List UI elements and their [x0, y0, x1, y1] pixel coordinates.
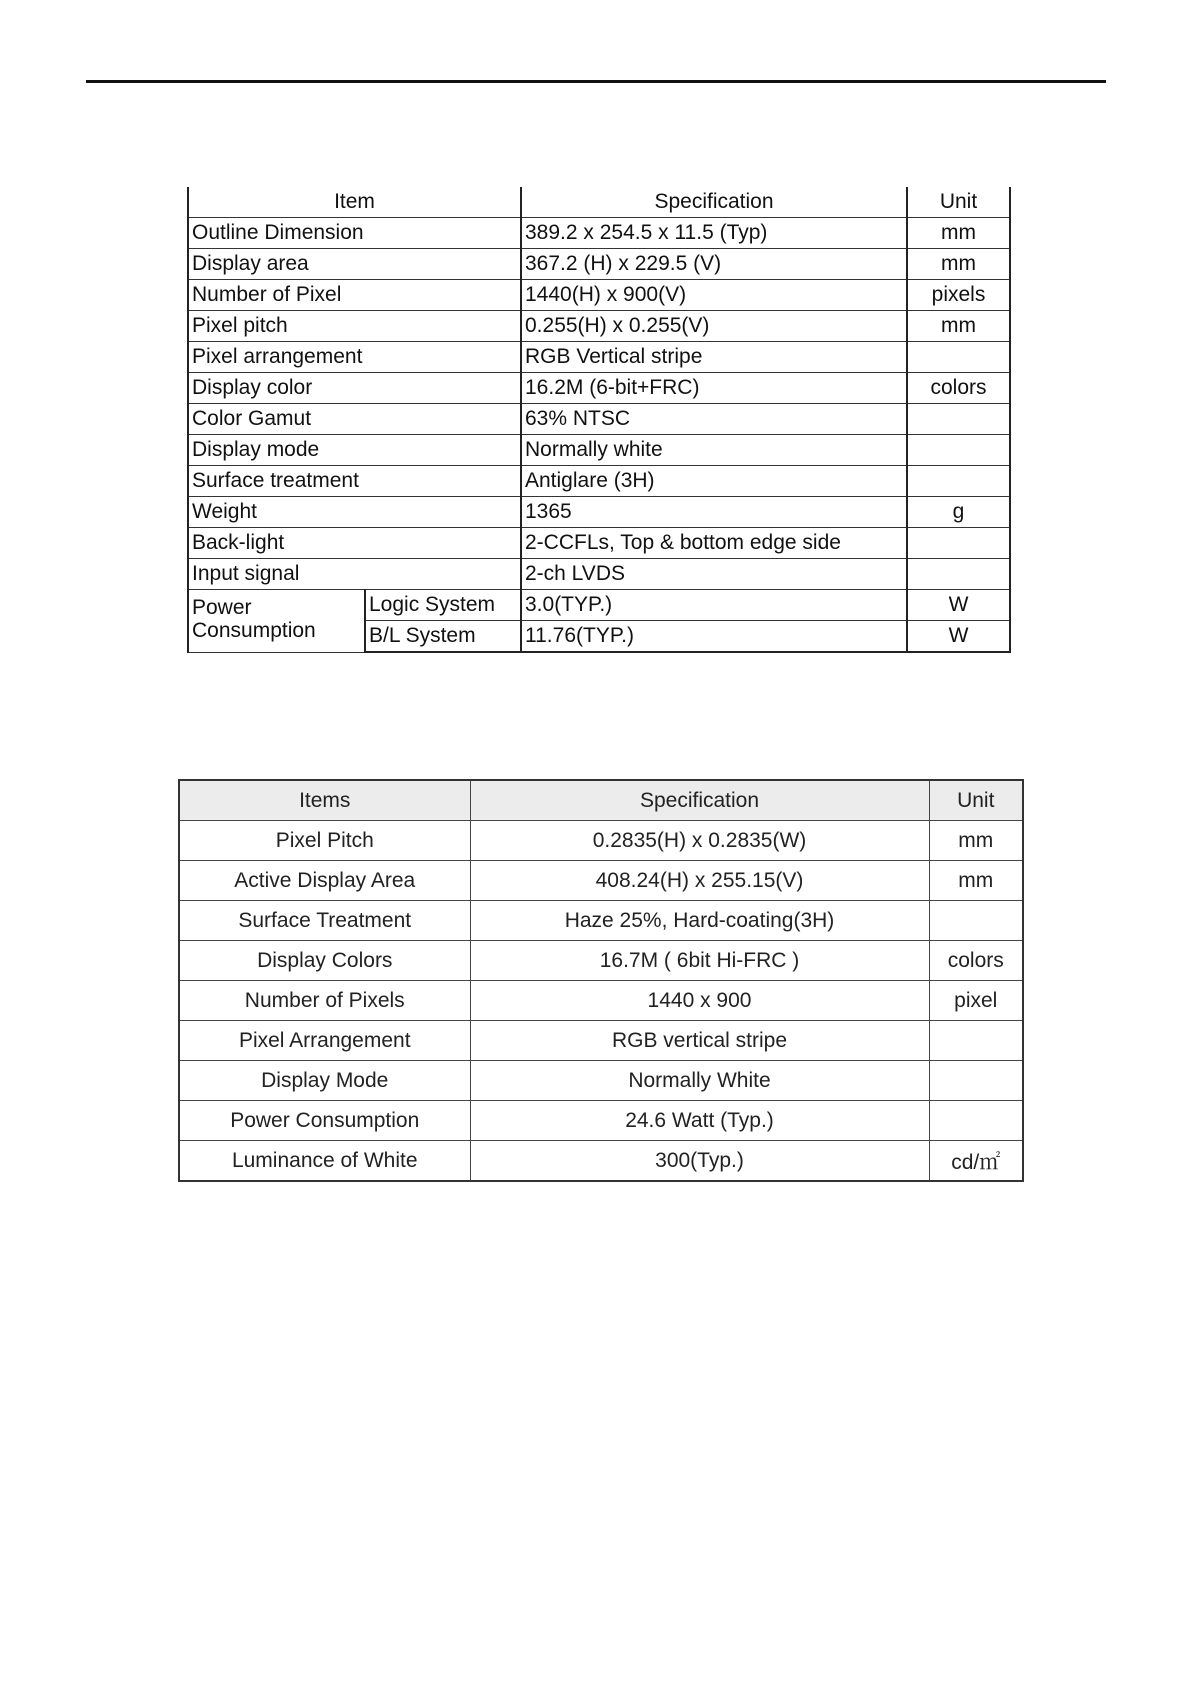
unit-cell: mm [929, 821, 1023, 861]
unit-cell: mm [929, 861, 1023, 901]
unit-cell [929, 1021, 1023, 1061]
unit-cell: pixels [907, 280, 1010, 311]
spec-cell: 24.6 Watt (Typ.) [470, 1101, 929, 1141]
header-spec: Specification [521, 187, 907, 218]
spec-cell: RGB vertical stripe [470, 1021, 929, 1061]
spec-cell: 2-ch LVDS [521, 559, 907, 590]
top-rule [86, 80, 1106, 83]
item-cell: Surface Treatment [179, 901, 470, 941]
table-row [188, 559, 1010, 590]
table-row [188, 249, 1010, 280]
spec-cell: 2-CCFLs, Top & bottom edge side [521, 528, 907, 559]
spec-cell: 367.2 (H) x 229.5 (V) [521, 249, 907, 280]
unit-cell: colors [907, 373, 1010, 404]
unit-cell [907, 466, 1010, 497]
item-cell: Pixel arrangement [188, 342, 521, 373]
table-row [188, 280, 1010, 311]
item-cell: Display Mode [179, 1061, 470, 1101]
spec-cell: 300(Typ.) [470, 1141, 929, 1182]
unit-cell [907, 559, 1010, 590]
unit-cell: mm [907, 249, 1010, 280]
item-cell: Display mode [188, 435, 521, 466]
spec-cell: 16.2M (6-bit+FRC) [521, 373, 907, 404]
item-cell: Back-light [188, 528, 521, 559]
table-row [188, 373, 1010, 404]
spec-cell: Antiglare (3H) [521, 466, 907, 497]
table-row [188, 311, 1010, 342]
item-cell: Outline Dimension [188, 218, 521, 249]
item-cell: Number of Pixels [179, 981, 470, 1021]
unit-cell: cd/㎡ [929, 1141, 1023, 1182]
spec-cell: 408.24(H) x 255.15(V) [470, 861, 929, 901]
item-cell: Weight [188, 497, 521, 528]
table-row [188, 497, 1010, 528]
header-unit: Unit [929, 780, 1023, 821]
table-row [188, 404, 1010, 435]
item-cell: Display Colors [179, 941, 470, 981]
item-cell: Pixel Pitch [179, 821, 470, 861]
table-row [179, 1141, 1023, 1182]
spec-cell: 1440 x 900 [470, 981, 929, 1021]
spec-cell: 16.7M ( 6bit Hi-FRC ) [470, 941, 929, 981]
spec-cell: 0.2835(H) x 0.2835(W) [470, 821, 929, 861]
unit-cell [929, 901, 1023, 941]
header-unit: Unit [907, 187, 1010, 218]
unit-cell [929, 1061, 1023, 1101]
item-cell: Display area [188, 249, 521, 280]
unit-cell: colors [929, 941, 1023, 981]
spec-table-2 [178, 779, 1024, 1182]
bl-system-unit: W [907, 621, 1010, 653]
item-cell: Display color [188, 373, 521, 404]
table-row [179, 1061, 1023, 1101]
unit-cell [907, 404, 1010, 435]
table-row-power-logic [188, 590, 1010, 621]
unit-cell [907, 435, 1010, 466]
logic-system-label: Logic System [365, 590, 521, 621]
spec-cell: 1365 [521, 497, 907, 528]
item-cell: Luminance of White [179, 1141, 470, 1182]
spec-table-1 [187, 187, 1011, 653]
table-row [188, 466, 1010, 497]
header-item: Item [188, 187, 521, 218]
header-spec: Specification [470, 780, 929, 821]
item-cell: Surface treatment [188, 466, 521, 497]
spec-cell: 0.255(H) x 0.255(V) [521, 311, 907, 342]
spec-cell: Haze 25%, Hard-coating(3H) [470, 901, 929, 941]
item-cell: Color Gamut [188, 404, 521, 435]
table-row [179, 1101, 1023, 1141]
table-row [179, 981, 1023, 1021]
table-row [188, 435, 1010, 466]
logic-system-spec: 3.0(TYP.) [521, 590, 907, 621]
header-items: Items [179, 780, 470, 821]
table-row [179, 861, 1023, 901]
unit-cell: g [907, 497, 1010, 528]
unit-cell [907, 342, 1010, 373]
logic-system-unit: W [907, 590, 1010, 621]
table-row [188, 218, 1010, 249]
table-row [179, 941, 1023, 981]
unit-cell [929, 1101, 1023, 1141]
table-row [188, 528, 1010, 559]
item-cell: Pixel Arrangement [179, 1021, 470, 1061]
table-row [179, 821, 1023, 861]
item-cell: Active Display Area [179, 861, 470, 901]
spec-cell: Normally white [521, 435, 907, 466]
table-row [179, 1021, 1023, 1061]
spec-cell: 389.2 x 254.5 x 11.5 (Typ) [521, 218, 907, 249]
table-header-row [188, 187, 1010, 218]
table-row [188, 342, 1010, 373]
unit-cell: pixel [929, 981, 1023, 1021]
item-cell: Number of Pixel [188, 280, 521, 311]
unit-cell [907, 528, 1010, 559]
item-cell: Input signal [188, 559, 521, 590]
table-row [179, 901, 1023, 941]
power-consumption-label: Power Consumption [188, 590, 365, 653]
bl-system-label: B/L System [365, 621, 521, 653]
spec-cell: 63% NTSC [521, 404, 907, 435]
unit-cell: mm [907, 311, 1010, 342]
bl-system-spec: 11.76(TYP.) [521, 621, 907, 653]
spec-cell: 1440(H) x 900(V) [521, 280, 907, 311]
item-cell: Power Consumption [179, 1101, 470, 1141]
item-cell: Pixel pitch [188, 311, 521, 342]
table-header-row [179, 780, 1023, 821]
spec-cell: Normally White [470, 1061, 929, 1101]
unit-cell: mm [907, 218, 1010, 249]
spec-cell: RGB Vertical stripe [521, 342, 907, 373]
